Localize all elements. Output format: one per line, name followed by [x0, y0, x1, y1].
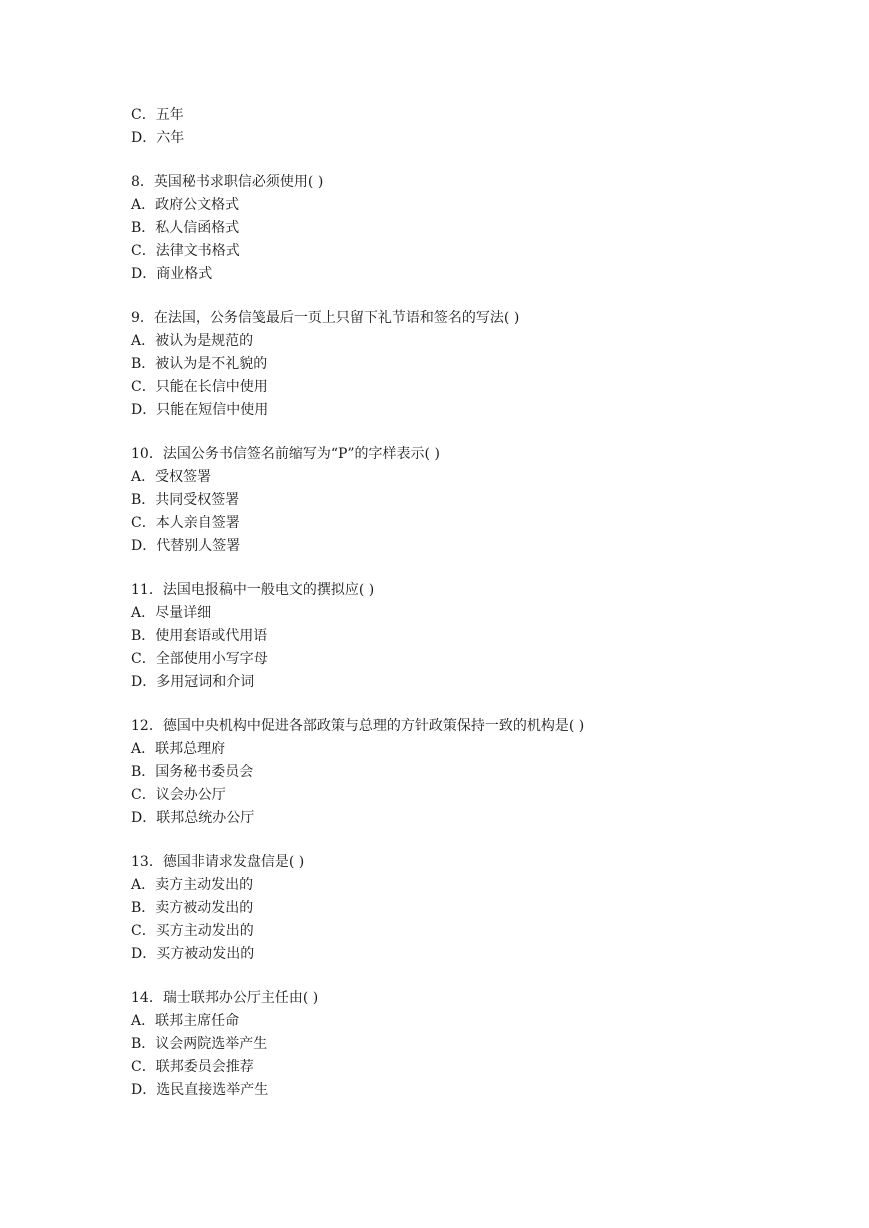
question-stem: 11．法国电报稿中一般电文的撰拟应( ): [131, 582, 375, 598]
question-stem: 10．法国公务书信签名前缩写为“P”的字样表示( ): [131, 446, 440, 462]
option-a: A．政府公文格式: [131, 197, 240, 213]
question-stem: 13．德国非请求发盘信是( ): [131, 854, 305, 870]
question-13: [131, 851, 831, 966]
option-d: D．只能在短信中使用: [131, 402, 269, 418]
question-stem: 8．英国秘书求职信必须使用( ): [131, 174, 324, 190]
option-d: D．选民直接选举产生: [131, 1082, 269, 1098]
option-b: B．使用套语或代用语: [131, 628, 268, 644]
option-a: A．联邦总理府: [131, 741, 226, 757]
option-c: C．议会办公厅: [131, 787, 226, 803]
option-a: A．受权签署: [131, 469, 212, 485]
option-c: C．法律文书格式: [131, 243, 240, 259]
option-a: A．被认为是规范的: [131, 333, 254, 349]
option-c: C．买方主动发出的: [131, 923, 254, 939]
option-d: D．六年: [131, 130, 185, 146]
option-a: A．卖方主动发出的: [131, 877, 254, 893]
option-b: B．国务秘书委员会: [131, 764, 254, 780]
option-b: B．被认为是不礼貌的: [131, 356, 268, 372]
question-stem: 12．德国中央机构中促进各部政策与总理的方针政策保持一致的机构是( ): [131, 718, 585, 734]
question-8: [131, 171, 831, 286]
question-10: [131, 443, 831, 558]
option-d: D．多用冠词和介词: [131, 674, 255, 690]
document-page: [131, 104, 831, 1102]
question-stem: 9．在法国，公务信笺最后一页上只留下礼节语和签名的写法( ): [131, 310, 520, 326]
option-b: B．议会两院选举产生: [131, 1036, 268, 1052]
option-c: C．全部使用小写字母: [131, 651, 268, 667]
option-d: D．联邦总统办公厅: [131, 810, 255, 826]
option-a: A．联邦主席任命: [131, 1013, 240, 1029]
option-c: C．只能在长信中使用: [131, 379, 268, 395]
question-11: [131, 579, 831, 694]
option-d: D．代替别人签署: [131, 538, 241, 554]
option-c: C．五年: [131, 107, 184, 123]
option-d: D．买方被动发出的: [131, 946, 255, 962]
option-a: A．尽量详细: [131, 605, 212, 621]
question-14: [131, 987, 831, 1102]
question-12: [131, 715, 831, 830]
question-stem: 14．瑞士联邦办公厅主任由( ): [131, 990, 319, 1006]
option-b: B．共同受权签署: [131, 492, 240, 508]
option-b: B．卖方被动发出的: [131, 900, 254, 916]
option-c: C．联邦委员会推荐: [131, 1059, 254, 1075]
option-b: B．私人信函格式: [131, 220, 240, 236]
question-fragment: [131, 104, 831, 150]
option-c: C．本人亲自签署: [131, 515, 240, 531]
question-9: [131, 307, 831, 422]
option-d: D．商业格式: [131, 266, 213, 282]
